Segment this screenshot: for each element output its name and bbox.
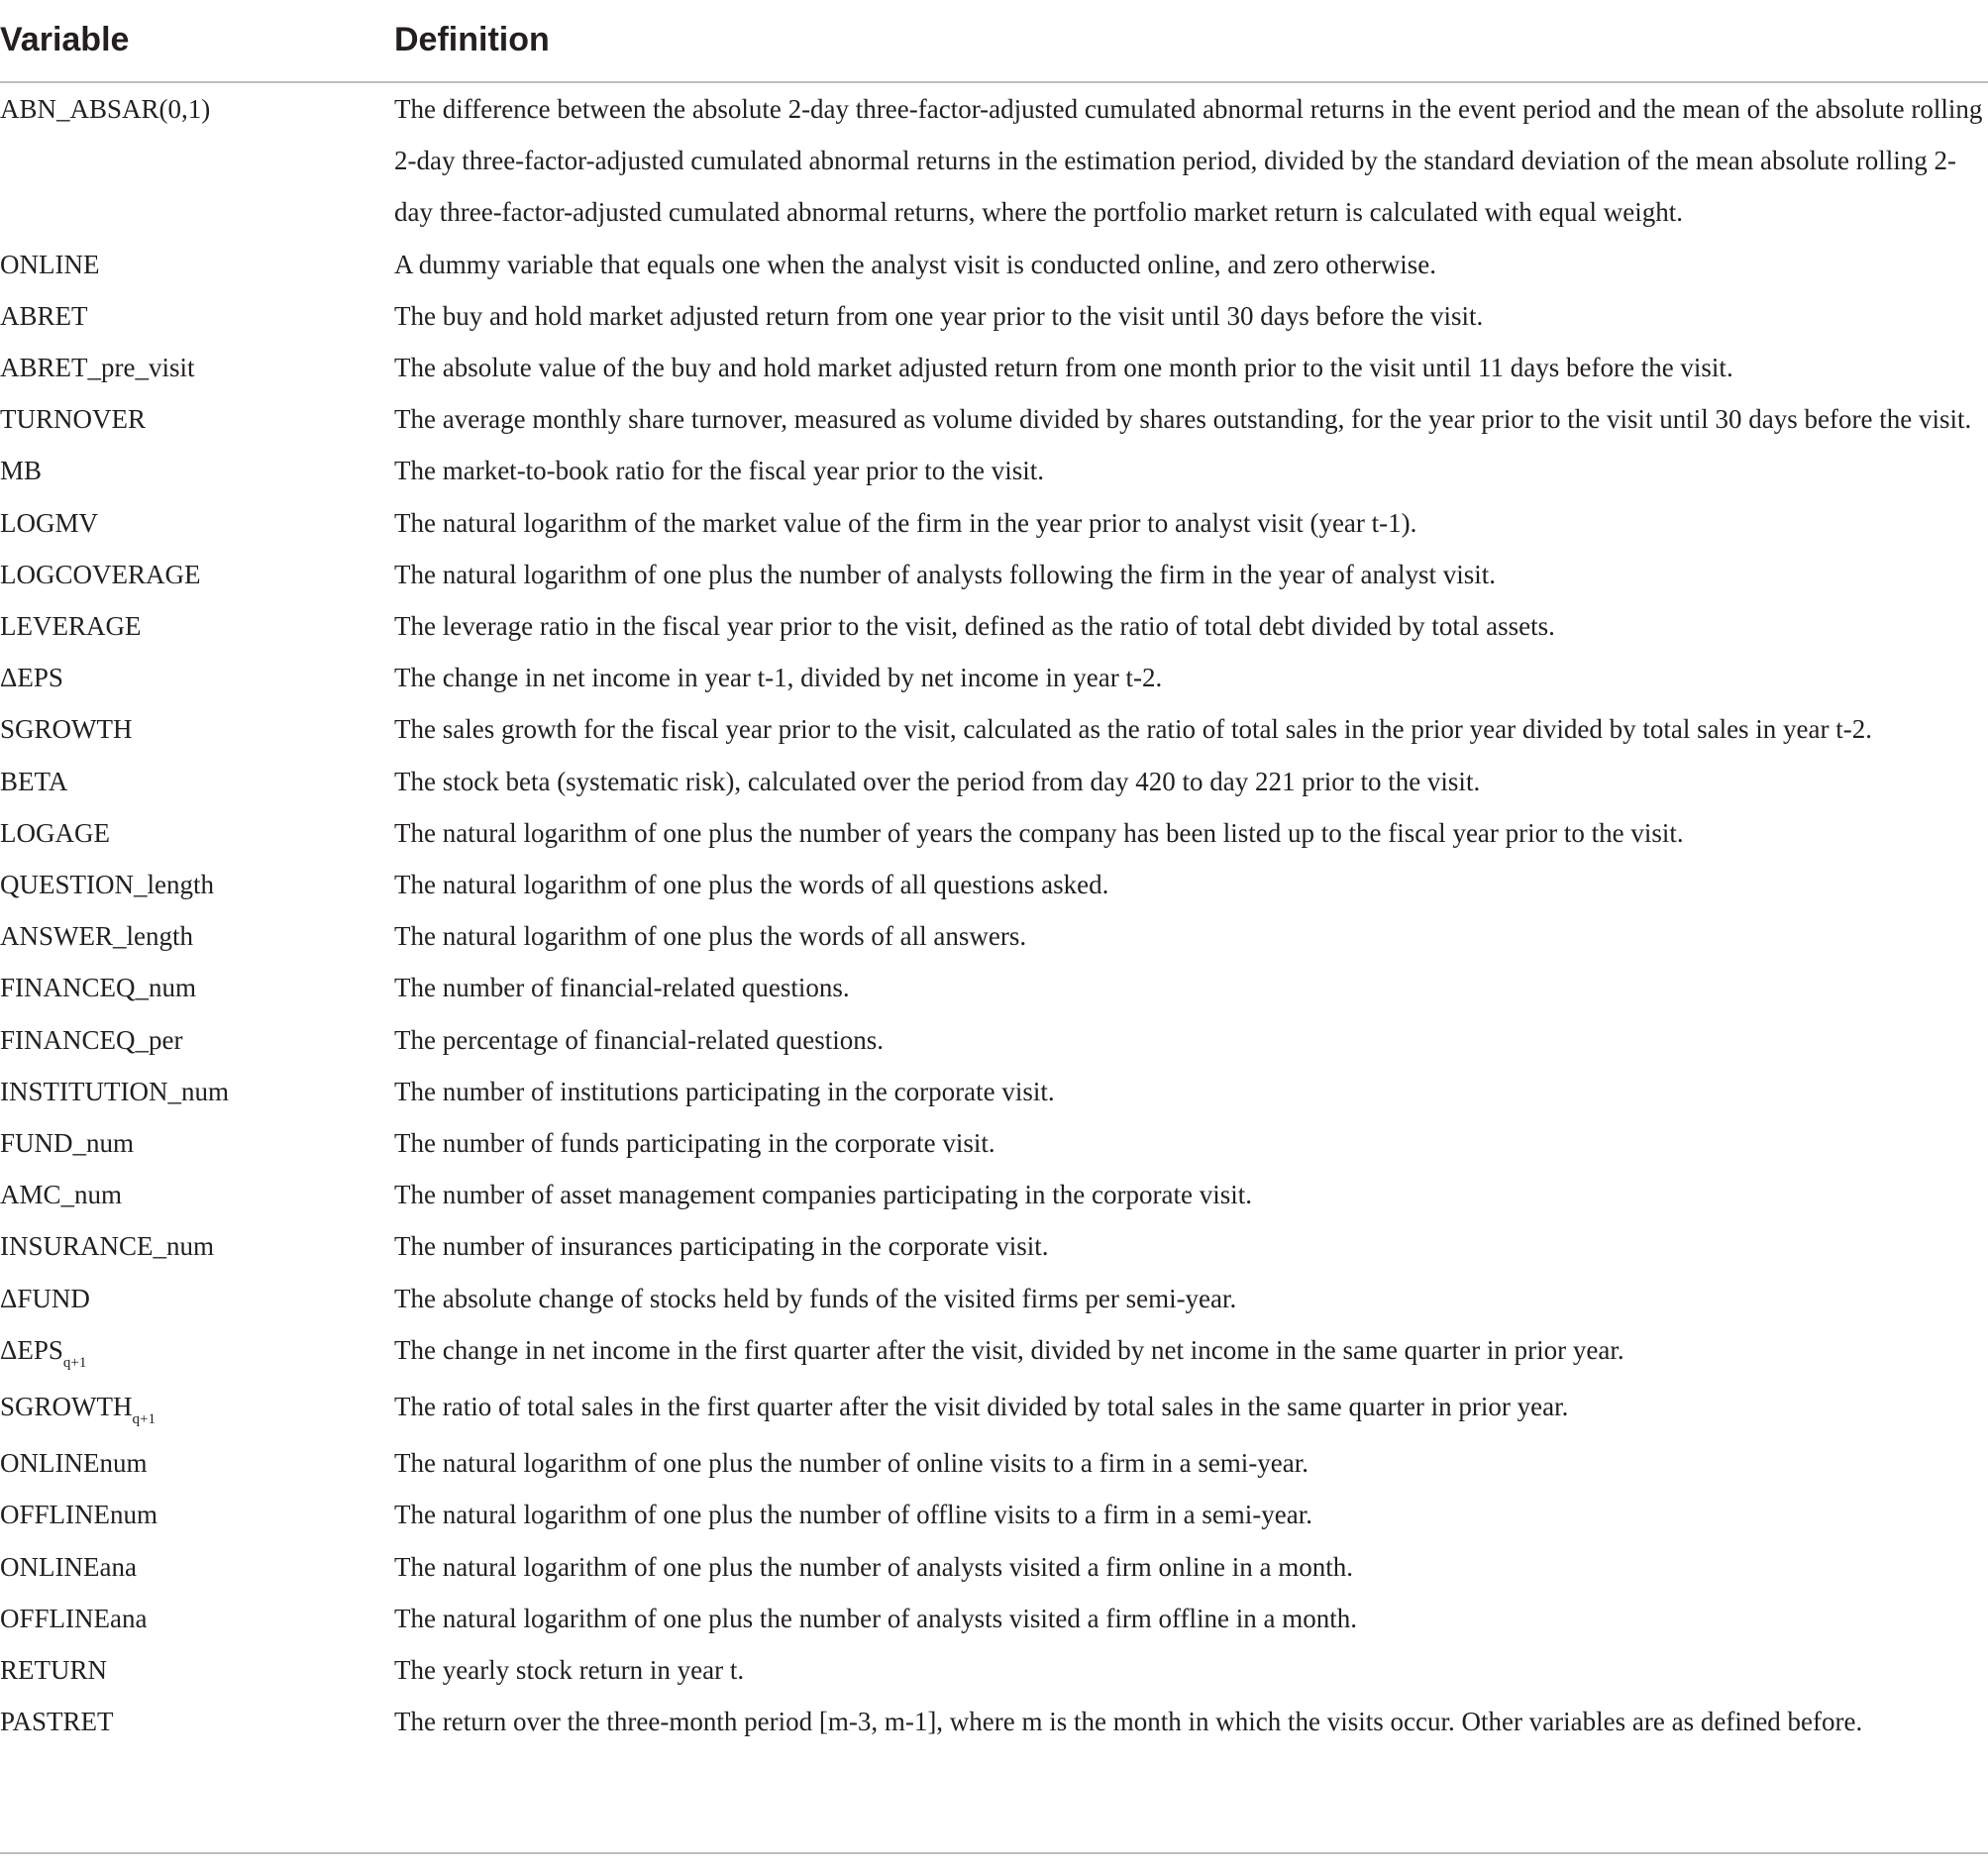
table-row — [0, 652, 1988, 703]
table-row — [0, 1437, 1988, 1489]
table-row — [0, 1014, 1988, 1066]
variable-cell — [0, 1220, 394, 1272]
definition-cell: The percentage of financial-related questions. — [394, 1024, 885, 1055]
variable-cell — [0, 1489, 394, 1540]
table-row — [0, 445, 1988, 496]
definition-cell: The natural logarithm of one plus the number of online visits to a firm in a semi-year. — [394, 1448, 1309, 1479]
variable-name: OFFLINEnum — [0, 1500, 158, 1530]
table-row — [0, 807, 1988, 859]
definition-cell: The yearly stock return in year t. — [394, 1655, 745, 1686]
variable-cell — [0, 342, 394, 393]
definition-cell: The natural logarithm of one plus the number of years the company has been listed up to the fiscal year prior to the visit. — [394, 817, 1684, 848]
variable-name: ABN_ABSAR(0,1) — [0, 94, 211, 124]
variable-cell — [0, 756, 394, 807]
variable-name: MB — [0, 456, 43, 486]
variable-cell — [0, 1066, 394, 1117]
variable-name: FINANCEQ_per — [0, 1024, 183, 1055]
variable-name: ΔFUND — [0, 1283, 90, 1313]
table-row — [0, 1220, 1988, 1272]
definition-cell: The natural logarithm of one plus the number of analysts following the firm in the year of analyst visit. — [394, 559, 1496, 589]
variable-cell — [0, 290, 394, 342]
table-row — [0, 756, 1988, 807]
variable-name: SGROWTH — [0, 1392, 133, 1422]
variable-name: ABRET — [0, 300, 88, 331]
variable-name: SGROWTH — [0, 714, 133, 745]
definition-cell: The natural logarithm of the market value of the firm in the year prior to analyst visit (year t-1). — [394, 507, 1417, 538]
variable-name: FUND_num — [0, 1128, 135, 1159]
definition-cell: The market-to-book ratio for the fiscal year prior to the visit. — [394, 456, 1045, 486]
definition-cell: The leverage ratio in the fiscal year prior to the visit, defined as the ratio of total debt divided by total assets. — [394, 611, 1555, 642]
variable-name: LEVERAGE — [0, 611, 142, 642]
variable-cell — [0, 445, 394, 496]
table-row — [0, 1117, 1988, 1169]
definition-cell: The buy and hold market adjusted return from one year prior to the visit until 30 days before the visit. — [394, 300, 1484, 331]
variable-name: INSURANCE_num — [0, 1231, 215, 1262]
variable-name: FINANCEQ_num — [0, 973, 197, 1003]
variable-name: ANSWER_length — [0, 921, 193, 952]
table-row — [0, 393, 1988, 445]
table-row — [0, 1593, 1988, 1644]
definition-cell: The natural logarithm of one plus the words of all answers. — [394, 921, 1027, 952]
table-row — [0, 600, 1988, 652]
variable-name: ΔEPS — [0, 1334, 63, 1365]
definition-cell: The number of financial-related questions. — [394, 973, 850, 1003]
header-variable: Variable — [0, 21, 130, 58]
definition-cell: A dummy variable that equals one when the analyst visit is conducted online, and zero otherwise. — [394, 249, 1436, 279]
header-definition: Definition — [394, 21, 550, 58]
variable-cell — [0, 1541, 394, 1593]
definition-cell: The natural logarithm of one plus the number of analysts visited a firm offline in a month. — [394, 1603, 1358, 1633]
variable-name: BETA — [0, 766, 68, 796]
variable-name: QUESTION_length — [0, 870, 214, 900]
variable-cell — [0, 549, 394, 600]
definition-cell: The natural logarithm of one plus the words of all questions asked. — [394, 870, 1109, 900]
table-row — [0, 239, 1988, 290]
variable-name: INSTITUTION_num — [0, 1076, 229, 1106]
variable-name: ΔEPS — [0, 663, 63, 693]
definition-cell: The sales growth for the fiscal year prior to the visit, calculated as the ratio of total sales in the prior year divided by total sales in year t-2. — [394, 714, 1873, 745]
table-row — [0, 549, 1988, 600]
definition-cell: The number of institutions participating in the corporate visit. — [394, 1076, 1055, 1106]
variable-name: ONLINE — [0, 249, 100, 279]
variable-cell — [0, 1593, 394, 1644]
variable-subscript: q+1 — [62, 1354, 87, 1371]
variable-name: PASTRET — [0, 1707, 114, 1737]
definition-cell: The ratio of total sales in the first quarter after the visit divided by total sales in the same quarter in prior year. — [394, 1392, 1569, 1422]
table-row — [0, 962, 1988, 1013]
table-row — [0, 1381, 1988, 1437]
definition-cell: The number of funds participating in the corporate visit. — [394, 1128, 995, 1159]
table-row — [0, 1324, 1988, 1381]
variable-cell — [0, 1117, 394, 1169]
variable-cell — [0, 1644, 394, 1696]
table-body — [0, 83, 1988, 1748]
table-row — [0, 1696, 1988, 1747]
variable-name: RETURN — [0, 1655, 107, 1686]
variable-cell — [0, 807, 394, 859]
variable-name: AMC_num — [0, 1180, 123, 1210]
table-header — [0, 0, 1988, 83]
definition-cell: The change in net income in the first quarter after the visit, divided by net income in the same quarter in prior year. — [394, 1334, 1624, 1365]
variable-cell — [0, 1324, 394, 1381]
variable-cell — [0, 910, 394, 962]
definition-cell: The natural logarithm of one plus the number of offline visits to a firm in a semi-year. — [394, 1500, 1313, 1530]
definition-cell: The absolute value of the buy and hold market adjusted return from one month prior to the visit until 11 days before the visit. — [394, 353, 1733, 383]
variable-cell — [0, 859, 394, 910]
table-row — [0, 703, 1988, 755]
variable-name: ONLINEana — [0, 1551, 137, 1582]
table-row — [0, 910, 1988, 962]
variable-name: LOGAGE — [0, 817, 110, 848]
table-row — [0, 1066, 1988, 1117]
variable-subscript: q+1 — [132, 1411, 156, 1428]
definition-cell: The return over the three-month period [m-3, m-1], where m is the month in which the visits occur. Other variables are as defined before. — [394, 1707, 1863, 1737]
table-row — [0, 342, 1988, 393]
variable-cell — [0, 83, 394, 135]
variable-cell — [0, 962, 394, 1013]
table-row — [0, 1644, 1988, 1696]
definition-cell: The change in net income in year t-1, divided by net income in year t-2. — [394, 663, 1163, 693]
definition-cell: The absolute change of stocks held by funds of the visited firms per semi-year. — [394, 1283, 1237, 1313]
table-row — [0, 1169, 1988, 1220]
definition-cell: The stock beta (systematic risk), calculated over the period from day 420 to day 221 prior to the visit. — [394, 766, 1481, 796]
table-row — [0, 859, 1988, 910]
variable-cell — [0, 1169, 394, 1220]
variable-cell — [0, 1381, 394, 1437]
table-row — [0, 497, 1988, 549]
variable-name: LOGMV — [0, 507, 98, 538]
variable-cell — [0, 652, 394, 703]
variable-cell — [0, 600, 394, 652]
variable-cell — [0, 1273, 394, 1324]
table-row — [0, 1489, 1988, 1540]
table-row — [0, 290, 1988, 342]
definition-cell: The number of asset management companies participating in the corporate visit. — [394, 1180, 1252, 1210]
variable-name: ABRET_pre_visit — [0, 353, 195, 383]
variable-name: LOGCOVERAGE — [0, 559, 201, 589]
definition-cell: The difference between the absolute 2-day three-factor-adjusted cumulated abnormal returns in the event period and the mean of the absolute rolling 2-day three-factor-adjusted cumulated abnormal returns in the estimation period, divided by the standard deviation of the mean absolute rolling 2-day three-factor-adjusted cumulated abnormal returns, where the portfolio market return is calculated with equal weight. — [394, 94, 1983, 228]
variable-name: TURNOVER — [0, 404, 146, 435]
definition-cell: The natural logarithm of one plus the number of analysts visited a firm online in a month. — [394, 1551, 1354, 1582]
definition-cell: The average monthly share turnover, measured as volume divided by shares outstanding, for the year prior to the visit until 30 days before the visit. — [394, 404, 1972, 435]
variable-cell — [0, 703, 394, 755]
variable-cell — [0, 1696, 394, 1747]
definition-cell: The number of insurances participating in the corporate visit. — [394, 1231, 1049, 1262]
table-row — [0, 1273, 1988, 1324]
table-row — [0, 1541, 1988, 1593]
bottom-rule — [0, 1852, 1988, 1854]
variable-cell — [0, 393, 394, 445]
variable-cell — [0, 239, 394, 290]
variable-cell — [0, 1437, 394, 1489]
variable-name: OFFLINEana — [0, 1603, 148, 1633]
variable-cell — [0, 1014, 394, 1066]
variable-cell — [0, 497, 394, 549]
table-row — [0, 83, 1988, 239]
variable-name: ONLINEnum — [0, 1448, 148, 1479]
